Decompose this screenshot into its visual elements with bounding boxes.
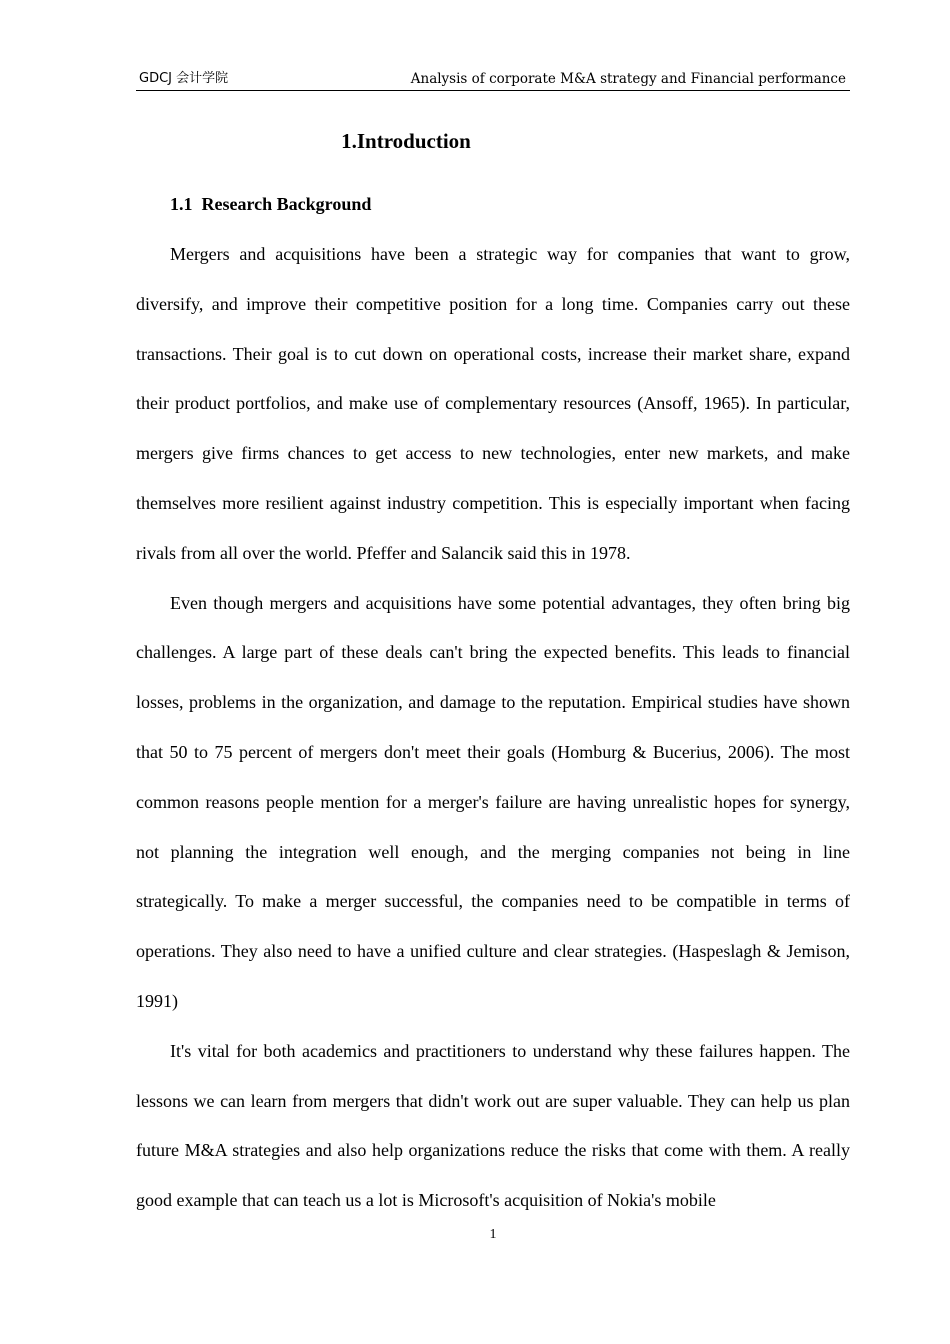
paragraph-1: Mergers and acquisitions have been a strategic way for companies that want to grow, diversify, and improve their competitive position for a long time. Companies carry out these transactions. Their goal is to cut down on operational costs, increase their market share, expand their product portfolios, and make use of complementary resources (Ansoff, 1965). In particular, mergers give firms chances to get access to new technologies, enter new markets, and make themselves more resilient against industry competition. This is especially important when facing rivals from all over the world. Pfeffer and Salancik said this in 1978. — [136, 244, 850, 563]
chapter-title: 1.Introduction — [341, 129, 471, 153]
page-header — [136, 69, 850, 91]
paragraph-3: It's vital for both academics and practitioners to understand why these failures happen. The lessons we can learn from mergers that didn't work out are super valuable. They can help us plan future M&A strategies and also help organizations reduce the risks that come with them. A really good example that can teach us a lot is Microsoft's acquisition of Nokia's mobile — [136, 1040, 850, 1211]
paragraph-2: Even though mergers and acquisitions have some potential advantages, they often bring big challenges. A large part of these deals can't bring the expected benefits. This leads to financial losses, problems in the organization, and damage to the reputation. Empirical studies have shown that 50 to 75 percent of mergers don't meet their goals (Homburg & Bucerius, 2006). The most common reasons people mention for a merger's failure are having unrealistic hopes for synergy, not planning the integration well enough, and the merging companies not being in line strategically. To make a merger successful, the companies need to be compatible in terms of operations. They also need to have a unified culture and clear strategies. (Haspeslagh & Jemison, 1991) — [136, 592, 850, 1011]
header-institution: GDCJ 会计学院 — [139, 71, 229, 86]
body-text — [136, 230, 850, 1226]
section-title: 1.1 Research Background — [170, 194, 372, 214]
page-number: 1 — [489, 1227, 497, 1242]
header-paper-title: Analysis of corporate M&A strategy and Financial performance — [410, 71, 846, 87]
